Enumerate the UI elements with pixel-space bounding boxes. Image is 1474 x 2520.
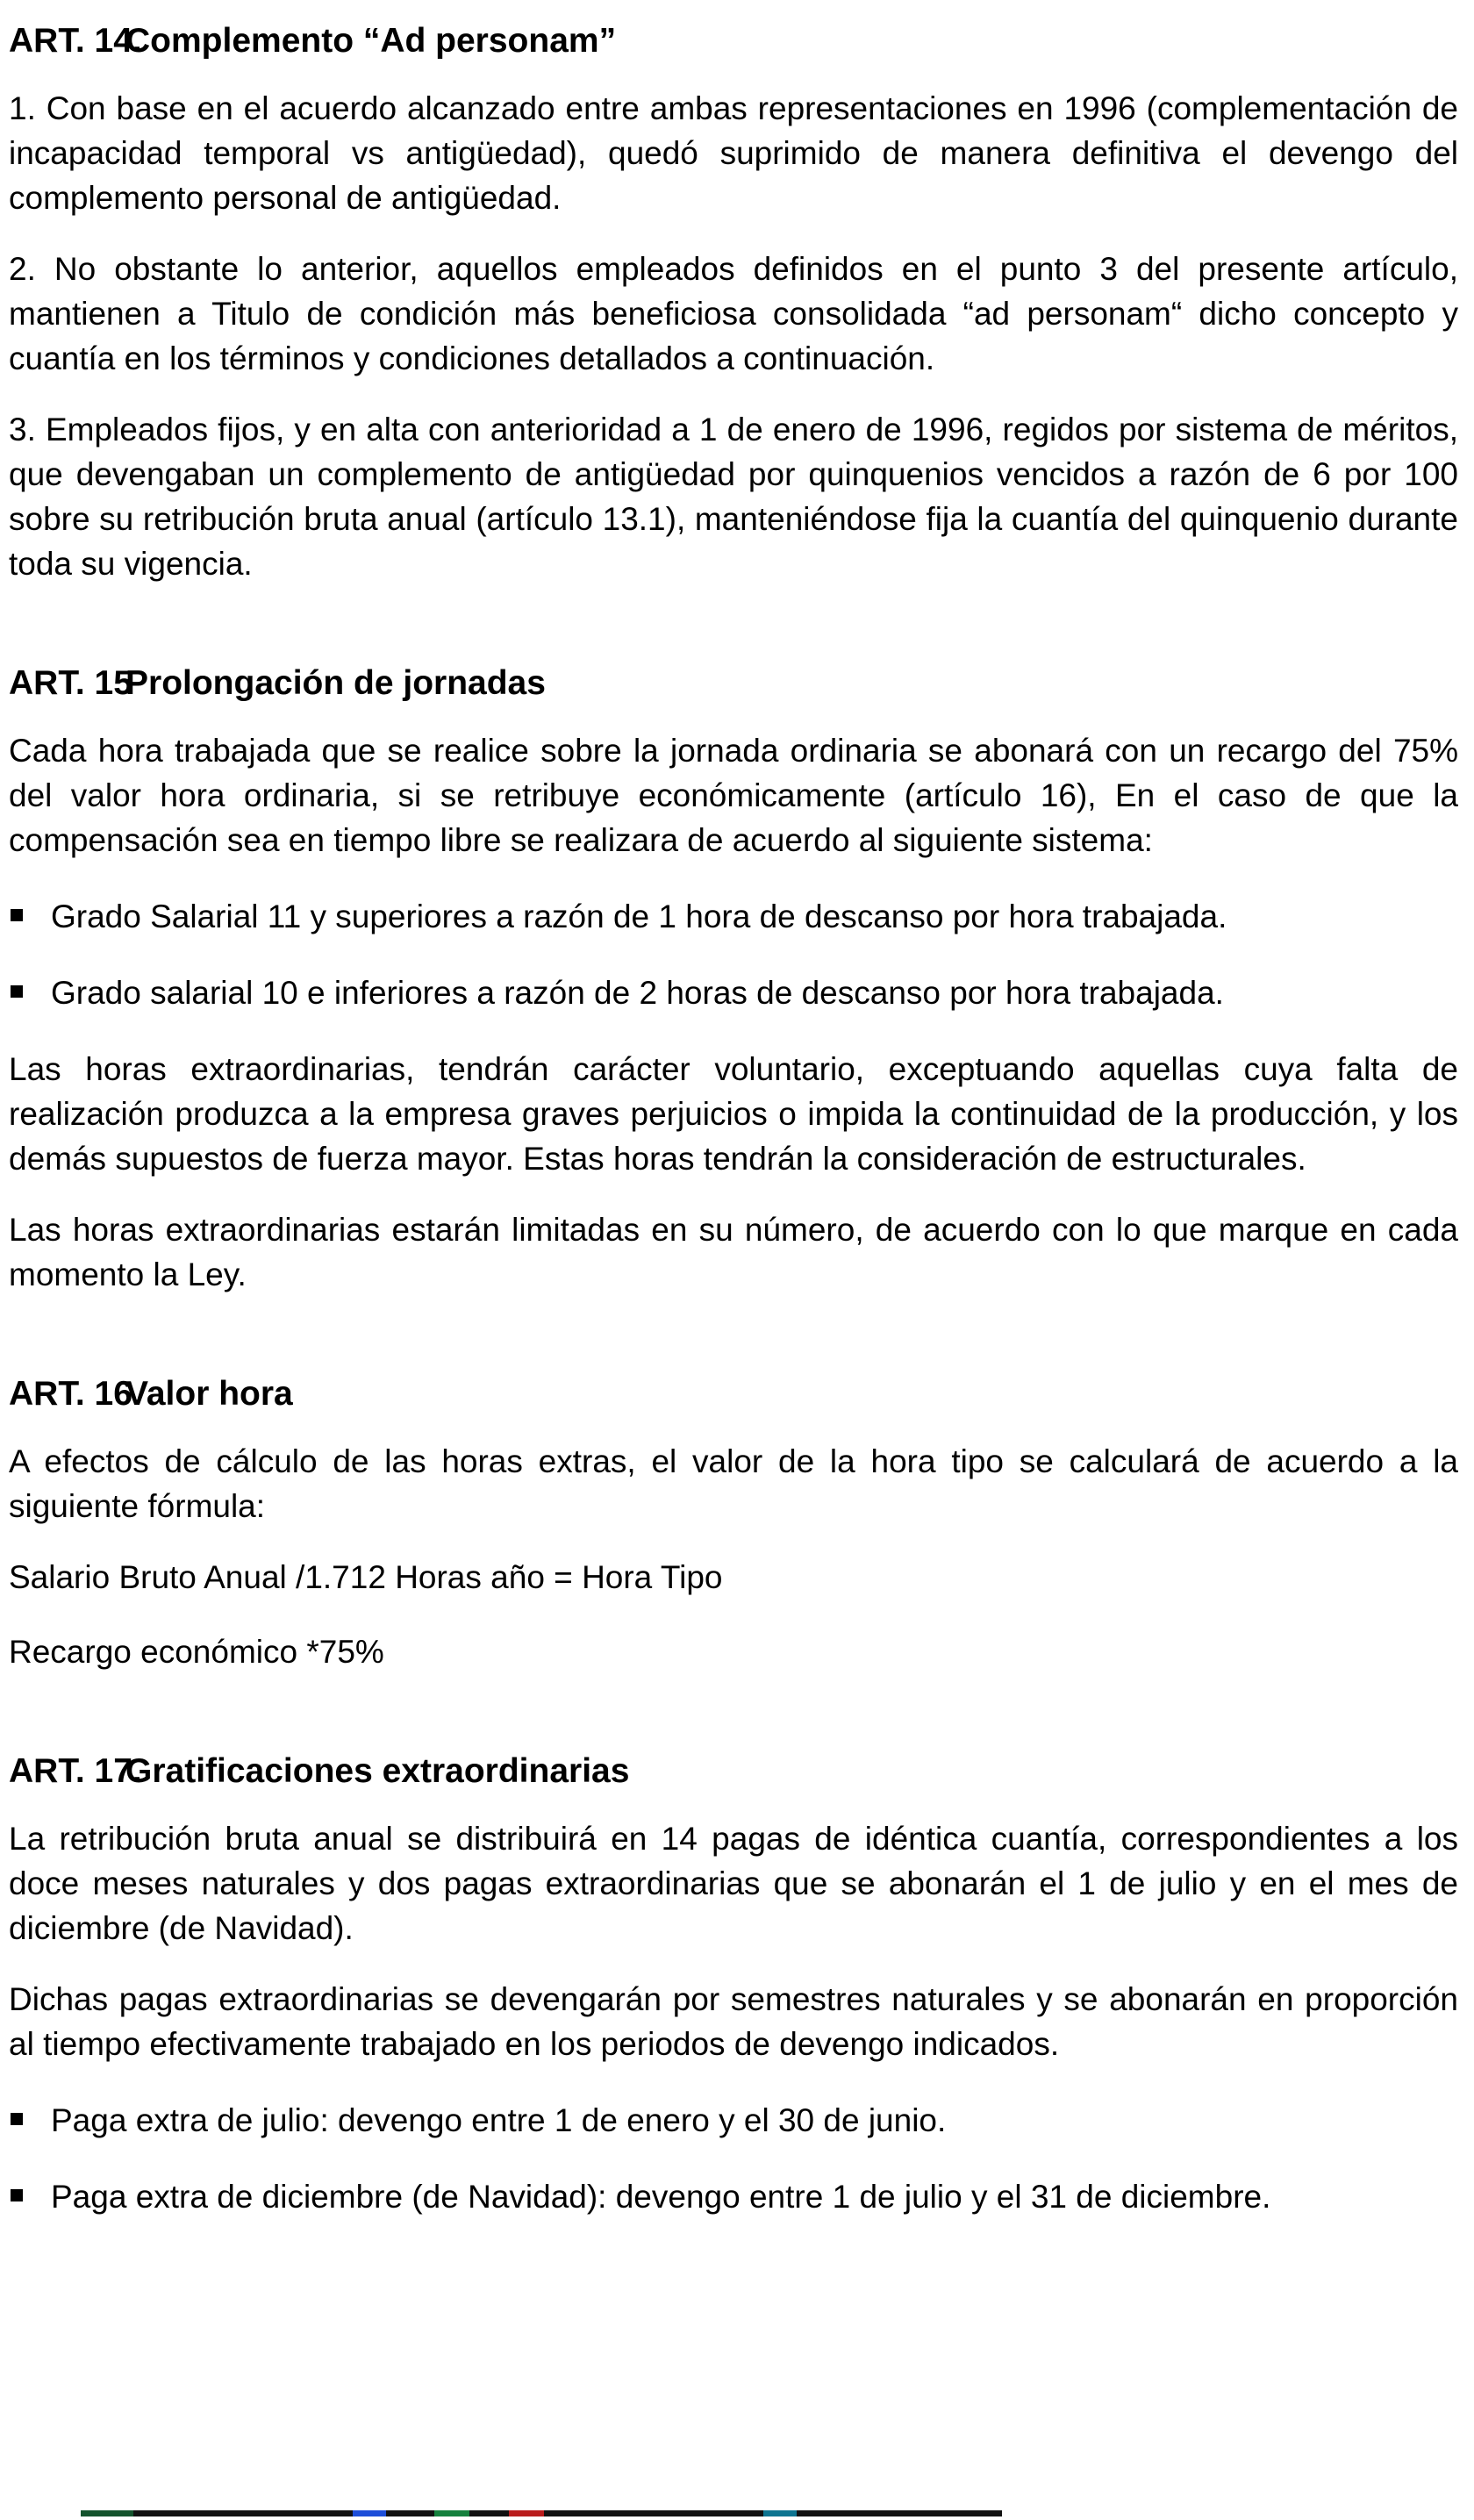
bullet-text: Grado Salarial 11 y superiores a razón de 1 hora de descanso por hora trabajada. (51, 898, 1227, 934)
bullet-item (9, 894, 1458, 939)
article-17-title: Gratificaciones extraordinarias (125, 1752, 630, 1790)
bullet-text: Paga extra de diciembre (de Navidad): devengo entre 1 de julio y el 31 de diciembre. (51, 2179, 1271, 2215)
bullet-square-icon (11, 909, 23, 921)
article-17-number: ART. 17. (9, 1752, 142, 1790)
article-15-heading (9, 663, 1458, 704)
article-16-heading (9, 1374, 1458, 1414)
paragraph: 2. No obstante lo anterior, aquellos empleados definidos en el punto 3 del presente artículo, mantienen a Titulo de condición más beneficiosa consolidada “ad personam“ dicho concepto y cuantía en los términos y condiciones detallados a continuación. (9, 251, 1458, 376)
paragraph: La retribución bruta anual se distribuirá en 14 pagas de idéntica cuantía, correspondientes a los doce meses naturales y dos pagas extraordinarias que se abonarán el 1 de julio y en el mes de diciembre (de Navidad). (9, 1821, 1458, 1946)
paragraph: Cada hora trabajada que se realice sobre la jornada ordinaria se abonará con un recargo del 75% del valor hora ordinaria, si se retribuye económicamente (artículo 16), En el caso de que la compensación sea en tiempo libre se realizara de acuerdo al siguiente sistema: (9, 733, 1458, 858)
bullet-item (9, 2174, 1458, 2219)
formula-line: Recargo económico *75% (9, 1634, 384, 1670)
bullet-square-icon (11, 2113, 23, 2125)
scan-artifact-strip (81, 2510, 1002, 2516)
bullet-item (9, 970, 1458, 1015)
article-16-title: Valor hora (125, 1375, 293, 1413)
paragraph: Dichas pagas extraordinarias se devengarán por semestres naturales y se abonarán en proporción al tiempo efectivamente trabajado en los periodos de devengo indicados. (9, 1981, 1458, 2062)
bullet-text: Paga extra de julio: devengo entre 1 de enero y el 30 de junio. (51, 2102, 947, 2138)
paragraph: Las horas extraordinarias, tendrán carácter voluntario, exceptuando aquellas cuya falta de realización produzca a la empresa graves perjuicios o impida la continuidad de la producción, y los demás supuestos de fuerza mayor. Estas horas tendrán la consideración de estructurales. (9, 1051, 1458, 1177)
article-16-number: ART. 16. (9, 1375, 142, 1413)
paragraph: A efectos de cálculo de las horas extras, el valor de la hora tipo se calculará de acuerdo a la siguiente fórmula: (9, 1443, 1458, 1524)
bullet-text: Grado salarial 10 e inferiores a razón de 2 horas de descanso por hora trabajada. (51, 975, 1224, 1011)
bullet-item (9, 2098, 1458, 2143)
formula-line: Salario Bruto Anual /1.712 Horas año = Hora Tipo (9, 1559, 723, 1595)
article-15-number: ART. 15 (9, 664, 132, 702)
article-17-heading (9, 1751, 1458, 1792)
article-14-title: Complemento “Ad personam” (125, 22, 617, 60)
paragraph: 1. Con base en el acuerdo alcanzado entre ambas representaciones en 1996 (complementación de incapacidad temporal vs antigüedad), quedó suprimido de manera definitiva el devengo del complemento personal de antigüedad. (9, 90, 1458, 216)
paragraph: 3. Empleados fijos, y en alta con anterioridad a 1 de enero de 1996, regidos por sistema de méritos, que devengaban un complemento de antigüedad por quinquenios vencidos a razón de 6 por 100 sobre su retribución bruta anual (artículo 13.1), manteniéndose fija la cuantía del quinquenio durante toda su vigencia. (9, 412, 1458, 582)
article-14-number: ART. 14. (9, 22, 142, 60)
article-15-title: Prolongación de jornadas (125, 664, 546, 702)
bullet-square-icon (11, 2189, 23, 2201)
paragraph: Las horas extraordinarias estarán limitadas en su número, de acuerdo con lo que marque en cada momento la Ley. (9, 1212, 1458, 1292)
article-14-heading (9, 21, 1458, 61)
bullet-square-icon (11, 985, 23, 998)
